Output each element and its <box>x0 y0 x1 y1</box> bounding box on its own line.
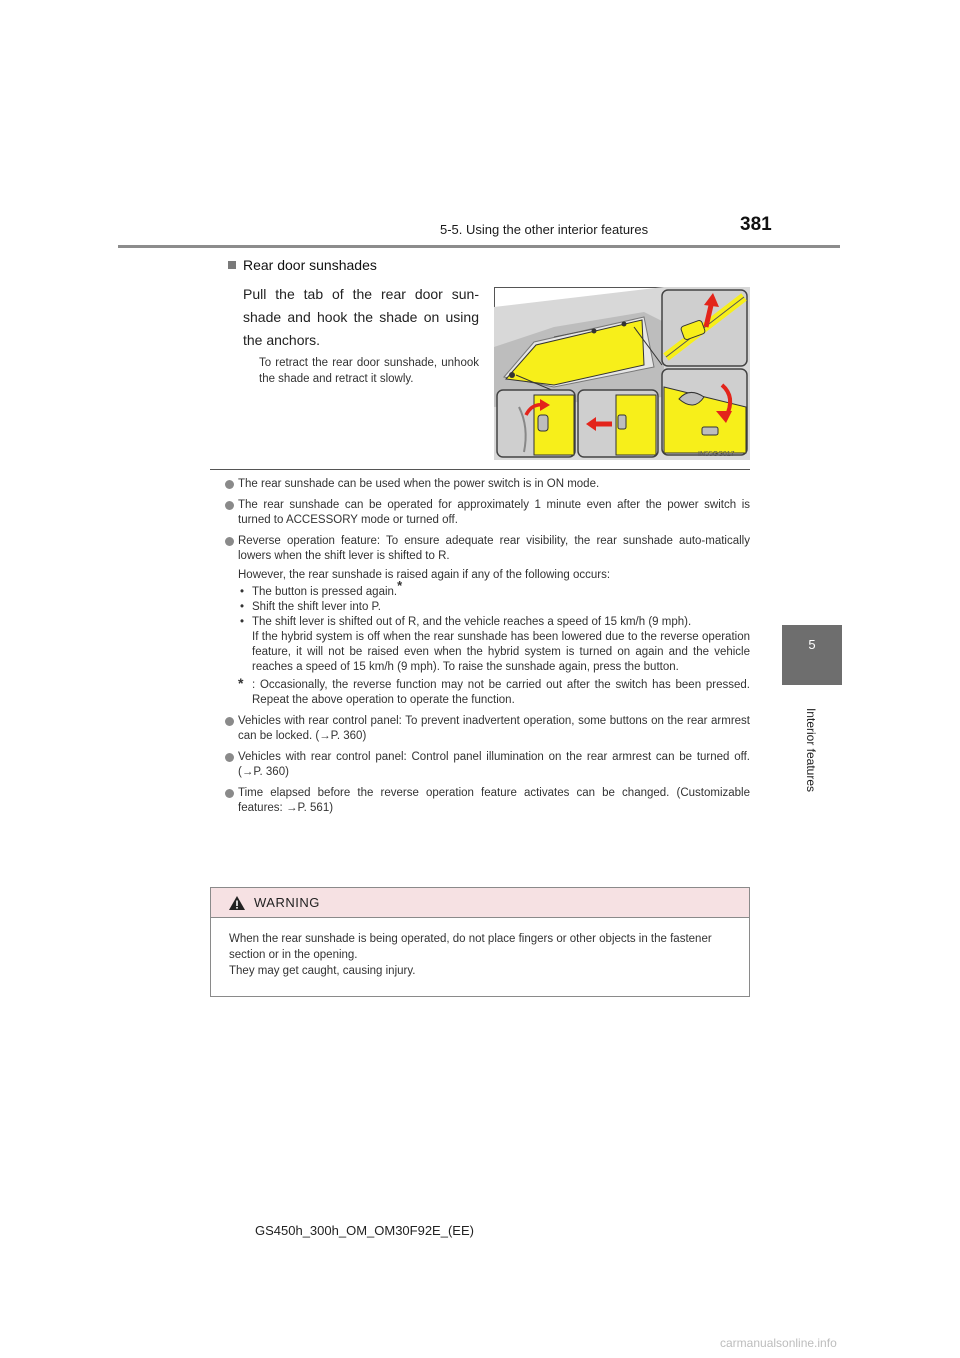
page-number: 381 <box>740 214 772 235</box>
footnote-text: : Occasionally, the reverse function may not be carried out after the switch has been pressed. Repeat the above operation to operate the function. <box>252 679 750 706</box>
intro-text: Pull the tab of the rear door sun-shade and hook the shade on using the anchors. <box>243 286 479 348</box>
sunshade-illustration <box>494 287 750 460</box>
bullet-circle-icon <box>225 717 234 726</box>
note-item <box>225 534 750 708</box>
note-text-secondary: However, the rear sunshade is raised again if any of the following occurs: <box>238 569 611 581</box>
warning-box <box>210 887 750 997</box>
condition-item <box>238 600 750 615</box>
condition-text: The button is pressed again. <box>252 586 398 598</box>
intro-subtext: To retract the rear door sunshade, unhook the shade and retract it slowly. <box>259 357 479 385</box>
chapter-label-text: Interior features <box>804 707 818 793</box>
bullet-circle-icon <box>225 537 234 546</box>
bullet-circle-icon <box>225 501 234 510</box>
note-item <box>225 477 750 492</box>
note-item <box>225 498 750 528</box>
illustration-code: IN55GS017 <box>698 451 735 458</box>
section-heading-text: Rear door sunshades <box>243 257 377 273</box>
warning-text: When the rear sunshade is being operated, do not place fingers or other objects in the fastener section or in the opening. <box>229 933 712 961</box>
note-text: Time elapsed before the reverse operation feature activates can be changed. (Customizable features: →P. 561) <box>238 787 750 814</box>
note-item <box>225 750 750 780</box>
condition-extra-text: If the hybrid system is off when the rear sunshade has been lowered due to the reverse operation feature, it will not be raised even when the hybrid system is turned on again and the vehicle reaches a speed of 15 km/h (9 mph). To raise the sunshade again, press the button. <box>252 631 750 673</box>
condition-text: The shift lever is shifted out of R, and the vehicle reaches a speed of 15 km/h (9 mph). <box>252 616 692 628</box>
condition-item <box>238 615 750 675</box>
header-section-title: 5-5. Using the other interior features <box>440 222 649 237</box>
chapter-label <box>803 695 819 805</box>
notes-list <box>225 477 750 822</box>
condition-text: Shift the shift lever into P. <box>252 601 381 613</box>
condition-list <box>238 578 750 675</box>
bullet-circle-icon <box>225 789 234 798</box>
notes-rule <box>210 469 750 470</box>
note-text: Vehicles with rear control panel: Control panel illumination on the rear armrest can be turned off. (→P. 360) <box>238 751 750 778</box>
watermark: carmanualsonline.info <box>720 1336 837 1350</box>
condition-item <box>238 578 750 600</box>
note-text: Vehicles with rear control panel: To prevent inadvertent operation, some buttons on the rear armrest can be locked. (→P. 360) <box>238 715 750 742</box>
warning-header <box>211 888 749 918</box>
footnote-mark: * <box>238 675 244 691</box>
note-text: The rear sunshade can be operated for approximately 1 minute even after the power switch is turned to ACCESSORY mode or turned off. <box>238 499 750 526</box>
section-square-icon <box>228 261 236 269</box>
chapter-tab <box>782 625 842 685</box>
note-item <box>225 714 750 744</box>
note-text: Reverse operation feature: To ensure adequate rear visibility, the rear sunshade auto-matically lowers when the shift lever is shifted to R. <box>238 535 750 562</box>
footnote <box>238 675 750 708</box>
warning-body <box>211 918 749 979</box>
warning-title: WARNING <box>254 895 320 910</box>
section-heading <box>228 257 377 273</box>
note-item <box>225 786 750 816</box>
warning-text: They may get caught, causing injury. <box>229 965 416 977</box>
model-code: GS450h_300h_OM_OM30F92E_(EE) <box>255 1223 474 1238</box>
chapter-number: 5 <box>808 637 816 652</box>
bullet-circle-icon <box>225 753 234 762</box>
header-rule <box>118 245 840 248</box>
asterisk-mark: * <box>397 578 403 594</box>
note-text: The rear sunshade can be used when the power switch is in ON mode. <box>238 478 600 490</box>
bullet-circle-icon <box>225 480 234 489</box>
warning-triangle-icon <box>228 895 246 911</box>
